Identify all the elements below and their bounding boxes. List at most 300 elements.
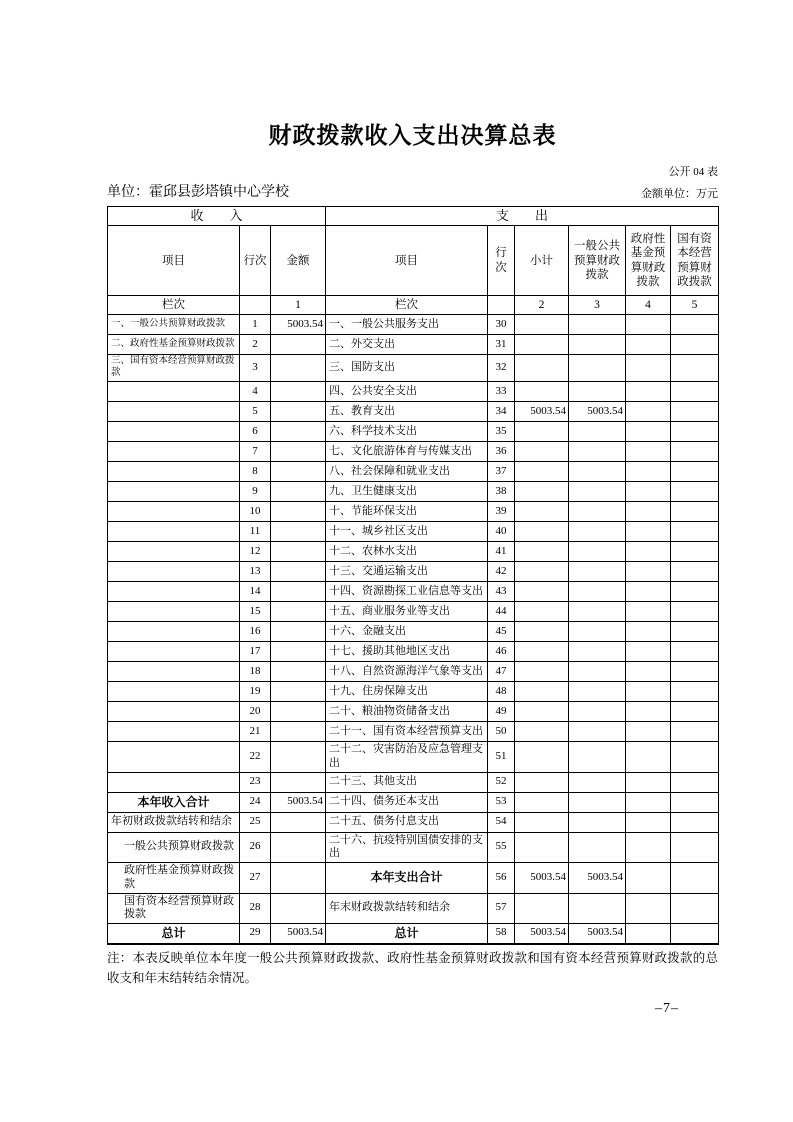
table-row <box>108 442 719 462</box>
income-amount-cell <box>271 812 326 832</box>
state-capital-cell <box>671 812 719 832</box>
general-budget-cell <box>569 602 626 622</box>
expense-line-cell: 55 <box>488 832 515 863</box>
expense-line-cell: 52 <box>488 772 515 792</box>
income-item-cell <box>108 502 240 522</box>
state-capital-cell <box>671 772 719 792</box>
income-amount-cell <box>271 702 326 722</box>
expense-item-cell: 二十五、债务付息支出 <box>326 812 488 832</box>
table-row <box>108 482 719 502</box>
income-line-cell: 13 <box>240 562 271 582</box>
table-row <box>108 462 719 482</box>
expense-line-cell: 51 <box>488 742 515 773</box>
index-expense-line <box>488 296 515 315</box>
state-capital-cell <box>671 422 719 442</box>
gov-fund-cell <box>626 662 671 682</box>
income-item-cell <box>108 602 240 622</box>
col-header-expense-line: 行次 <box>488 226 515 296</box>
income-amount-cell <box>271 863 326 894</box>
expense-item-cell: 五、教育支出 <box>326 402 488 422</box>
expense-item-cell: 十一、城乡社区支出 <box>326 522 488 542</box>
expense-line-cell: 53 <box>488 792 515 812</box>
subtotal-cell <box>515 722 569 742</box>
income-amount-cell <box>271 722 326 742</box>
unit-label: 单位：霍邱县彭塔镇中心学校 <box>107 185 289 200</box>
income-item-cell <box>108 702 240 722</box>
state-capital-cell <box>671 893 719 924</box>
doc-label: 公开 04 表 <box>668 166 718 178</box>
gov-fund-cell <box>626 622 671 642</box>
state-capital-cell <box>671 863 719 894</box>
general-budget-cell <box>569 422 626 442</box>
table-row <box>108 522 719 542</box>
state-capital-cell <box>671 602 719 622</box>
expense-line-cell: 33 <box>488 382 515 402</box>
table-note: 注：本表反映单位本年度一般公共预算财政拨款、政府性基金预算财政拨款和国有资本经营预算财政拨款的总收支和年末结转结余情况。 <box>107 950 718 985</box>
table-row <box>108 682 719 702</box>
gov-fund-cell <box>626 402 671 422</box>
income-amount-cell <box>271 682 326 702</box>
gov-fund-cell <box>626 863 671 894</box>
table-row <box>108 315 719 335</box>
expense-line-cell: 44 <box>488 602 515 622</box>
general-budget-cell <box>569 382 626 402</box>
income-amount-cell: 5003.54 <box>271 792 326 812</box>
subtotal-cell <box>515 422 569 442</box>
expense-line-cell: 45 <box>488 622 515 642</box>
state-capital-cell <box>671 382 719 402</box>
table-row <box>108 562 719 582</box>
gov-fund-cell <box>626 502 671 522</box>
expense-item-cell: 一、一般公共服务支出 <box>326 315 488 335</box>
subtotal-cell <box>515 522 569 542</box>
expense-line-cell: 42 <box>488 562 515 582</box>
state-capital-cell <box>671 792 719 812</box>
subtotal-cell <box>515 482 569 502</box>
income-item-cell <box>108 422 240 442</box>
state-capital-cell <box>671 582 719 602</box>
gov-fund-cell <box>626 422 671 442</box>
subtotal-cell <box>515 772 569 792</box>
col-header-income-item: 项目 <box>108 226 240 296</box>
table-row <box>108 422 719 442</box>
subtotal-cell <box>515 662 569 682</box>
index-income-line <box>240 296 271 315</box>
col-header-expense-item: 项目 <box>326 226 488 296</box>
expense-item-cell: 十七、援助其他地区支出 <box>326 642 488 662</box>
income-amount-cell: 5003.54 <box>271 315 326 335</box>
income-item-cell <box>108 582 240 602</box>
expense-line-cell: 49 <box>488 702 515 722</box>
gov-fund-cell <box>626 482 671 502</box>
state-capital-cell <box>671 522 719 542</box>
income-item-cell: 二、政府性基金预算财政拨款 <box>108 335 240 355</box>
subtotal-cell <box>515 742 569 773</box>
income-amount-cell <box>271 482 326 502</box>
expense-item-cell: 四、公共安全支出 <box>326 382 488 402</box>
state-capital-cell <box>671 442 719 462</box>
table-row <box>108 792 719 812</box>
table-row <box>108 893 719 924</box>
general-budget-cell <box>569 742 626 773</box>
expense-item-cell: 十三、交通运输支出 <box>326 562 488 582</box>
income-amount-cell <box>271 562 326 582</box>
state-capital-cell <box>671 542 719 562</box>
subtotal-cell <box>515 702 569 722</box>
income-line-cell: 21 <box>240 722 271 742</box>
general-budget-cell <box>569 662 626 682</box>
gov-fund-cell <box>626 812 671 832</box>
state-capital-cell <box>671 502 719 522</box>
subtotal-cell <box>515 502 569 522</box>
subtotal-cell: 5003.54 <box>515 402 569 422</box>
general-budget-cell <box>569 355 626 382</box>
expense-line-cell: 39 <box>488 502 515 522</box>
state-capital-cell <box>671 482 719 502</box>
gov-fund-cell <box>626 682 671 702</box>
income-item-cell <box>108 772 240 792</box>
table-row <box>108 335 719 355</box>
income-amount-cell <box>271 402 326 422</box>
table-row <box>108 602 719 622</box>
gov-fund-cell <box>626 772 671 792</box>
state-capital-cell <box>671 622 719 642</box>
column-index-row <box>108 296 719 315</box>
general-budget-cell <box>569 335 626 355</box>
income-amount-cell <box>271 772 326 792</box>
subtotal-cell <box>515 335 569 355</box>
income-line-cell: 27 <box>240 863 271 894</box>
state-capital-cell <box>671 832 719 863</box>
general-budget-cell <box>569 722 626 742</box>
expense-item-cell: 二十二、灾害防治及应急管理支出 <box>326 742 488 773</box>
expense-item-cell: 十六、金融支出 <box>326 622 488 642</box>
subtotal-cell: 5003.54 <box>515 924 569 944</box>
index-expense-label: 栏次 <box>326 296 488 315</box>
subtotal-cell <box>515 682 569 702</box>
expense-item-cell: 二十三、其他支出 <box>326 772 488 792</box>
gov-fund-cell <box>626 315 671 335</box>
income-amount-cell: 5003.54 <box>271 924 326 944</box>
table-row <box>108 502 719 522</box>
income-amount-cell <box>271 582 326 602</box>
state-capital-cell <box>671 462 719 482</box>
expense-line-cell: 46 <box>488 642 515 662</box>
income-line-cell: 4 <box>240 382 271 402</box>
general-budget-cell <box>569 502 626 522</box>
expense-line-cell: 31 <box>488 335 515 355</box>
income-amount-cell <box>271 522 326 542</box>
table-row <box>108 382 719 402</box>
expense-item-cell: 十九、住房保障支出 <box>326 682 488 702</box>
table-row <box>108 702 719 722</box>
income-item-cell: 总计 <box>108 924 240 944</box>
income-item-cell <box>108 402 240 422</box>
state-capital-cell <box>671 742 719 773</box>
page-number: –7– <box>655 1001 679 1016</box>
subtotal-cell <box>515 893 569 924</box>
general-budget-cell <box>569 482 626 502</box>
subtotal-cell <box>515 315 569 335</box>
subtotal-cell <box>515 832 569 863</box>
gov-fund-cell <box>626 602 671 622</box>
table-row <box>108 542 719 562</box>
income-line-cell: 29 <box>240 924 271 944</box>
income-line-cell: 12 <box>240 542 271 562</box>
general-budget-cell <box>569 442 626 462</box>
income-amount-cell <box>271 542 326 562</box>
column-header-row <box>108 226 719 296</box>
subtotal-cell <box>515 642 569 662</box>
col-header-income-line: 行次 <box>240 226 271 296</box>
expense-line-cell: 30 <box>488 315 515 335</box>
income-line-cell: 20 <box>240 702 271 722</box>
income-amount-cell <box>271 382 326 402</box>
general-budget-cell <box>569 702 626 722</box>
expense-item-cell: 二十四、债务还本支出 <box>326 792 488 812</box>
income-line-cell: 7 <box>240 442 271 462</box>
expense-line-cell: 47 <box>488 662 515 682</box>
expense-line-cell: 58 <box>488 924 515 944</box>
income-line-cell: 15 <box>240 602 271 622</box>
table-row <box>108 582 719 602</box>
col-header-income-amount: 金额 <box>271 226 326 296</box>
index-income-label: 栏次 <box>108 296 240 315</box>
gov-fund-cell <box>626 542 671 562</box>
expense-item-cell: 年末财政拨款结转和结余 <box>326 893 488 924</box>
income-item-cell <box>108 522 240 542</box>
income-line-cell: 26 <box>240 832 271 863</box>
income-item-cell <box>108 742 240 773</box>
expense-item-cell: 十、节能环保支出 <box>326 502 488 522</box>
subtotal-cell <box>515 792 569 812</box>
gov-fund-cell <box>626 335 671 355</box>
expense-item-cell: 二十、粮油物资储备支出 <box>326 702 488 722</box>
gov-fund-cell <box>626 562 671 582</box>
table-row <box>108 642 719 662</box>
state-capital-cell <box>671 402 719 422</box>
income-line-cell: 17 <box>240 642 271 662</box>
gov-fund-cell <box>626 832 671 863</box>
income-section-header: 收 入 <box>108 207 326 226</box>
state-capital-cell <box>671 562 719 582</box>
general-budget-cell <box>569 682 626 702</box>
income-line-cell: 8 <box>240 462 271 482</box>
income-line-cell: 10 <box>240 502 271 522</box>
income-item-cell: 三、国有资本经营预算财政拨款 <box>108 355 240 382</box>
income-item-cell <box>108 382 240 402</box>
expense-item-cell: 三、国防支出 <box>326 355 488 382</box>
income-item-cell <box>108 542 240 562</box>
gov-fund-cell <box>626 702 671 722</box>
state-capital-cell <box>671 662 719 682</box>
income-amount-cell <box>271 602 326 622</box>
income-item-cell <box>108 662 240 682</box>
expense-line-cell: 54 <box>488 812 515 832</box>
expense-item-cell: 总计 <box>326 924 488 944</box>
col-header-subtotal: 小计 <box>515 226 569 296</box>
table-row <box>108 622 719 642</box>
subtotal-cell <box>515 542 569 562</box>
income-item-cell: 国有资本经营预算财政拨款 <box>108 893 240 924</box>
table-row <box>108 662 719 682</box>
subtotal-cell <box>515 582 569 602</box>
subtotal-cell <box>515 602 569 622</box>
expense-line-cell: 32 <box>488 355 515 382</box>
expense-item-cell: 十二、农林水支出 <box>326 542 488 562</box>
table-row <box>108 402 719 422</box>
gov-fund-cell <box>626 442 671 462</box>
expense-line-cell: 50 <box>488 722 515 742</box>
state-capital-cell <box>671 355 719 382</box>
income-line-cell: 9 <box>240 482 271 502</box>
general-budget-cell <box>569 542 626 562</box>
gov-fund-cell <box>626 355 671 382</box>
expense-line-cell: 43 <box>488 582 515 602</box>
index-subtotal: 2 <box>515 296 569 315</box>
expense-line-cell: 36 <box>488 442 515 462</box>
income-item-cell <box>108 722 240 742</box>
document-content <box>107 0 718 988</box>
income-item-cell <box>108 482 240 502</box>
income-line-cell: 6 <box>240 422 271 442</box>
state-capital-cell <box>671 702 719 722</box>
expense-line-cell: 48 <box>488 682 515 702</box>
expense-item-cell: 本年支出合计 <box>326 863 488 894</box>
income-amount-cell <box>271 442 326 462</box>
general-budget-cell <box>569 772 626 792</box>
state-capital-cell <box>671 335 719 355</box>
income-amount-cell <box>271 335 326 355</box>
subtotal-cell <box>515 562 569 582</box>
general-budget-cell <box>569 315 626 335</box>
expense-section-header: 支 出 <box>326 207 719 226</box>
expense-item-cell: 七、文化旅游体育与传媒支出 <box>326 442 488 462</box>
income-line-cell: 3 <box>240 355 271 382</box>
income-item-cell <box>108 462 240 482</box>
income-item-cell <box>108 642 240 662</box>
income-item-cell <box>108 682 240 702</box>
income-line-cell: 19 <box>240 682 271 702</box>
subtotal-cell <box>515 812 569 832</box>
meta-row <box>107 181 718 201</box>
index-general-budget: 3 <box>569 296 626 315</box>
income-line-cell: 23 <box>240 772 271 792</box>
gov-fund-cell <box>626 792 671 812</box>
income-amount-cell <box>271 893 326 924</box>
income-item-cell: 政府性基金预算财政拨款 <box>108 863 240 894</box>
income-line-cell: 14 <box>240 582 271 602</box>
subtotal-cell <box>515 462 569 482</box>
subtotal-cell <box>515 442 569 462</box>
income-amount-cell <box>271 502 326 522</box>
gov-fund-cell <box>626 642 671 662</box>
col-header-gov-fund: 政府性基金预算财政拨款 <box>626 226 671 296</box>
income-item-cell <box>108 442 240 462</box>
expense-item-cell: 十八、自然资源海洋气象等支出 <box>326 662 488 682</box>
state-capital-cell <box>671 924 719 944</box>
income-item-cell <box>108 562 240 582</box>
index-state-capital: 5 <box>671 296 719 315</box>
subtotal-cell <box>515 355 569 382</box>
income-line-cell: 2 <box>240 335 271 355</box>
subtotal-cell <box>515 622 569 642</box>
general-budget-cell <box>569 642 626 662</box>
general-budget-cell: 5003.54 <box>569 402 626 422</box>
gov-fund-cell <box>626 522 671 542</box>
state-capital-cell <box>671 315 719 335</box>
income-line-cell: 5 <box>240 402 271 422</box>
income-line-cell: 25 <box>240 812 271 832</box>
table-row <box>108 924 719 944</box>
general-budget-cell: 5003.54 <box>569 863 626 894</box>
expense-item-cell: 二十六、抗疫特别国债安排的支出 <box>326 832 488 863</box>
income-line-cell: 24 <box>240 792 271 812</box>
subtotal-cell: 5003.54 <box>515 863 569 894</box>
expense-line-cell: 37 <box>488 462 515 482</box>
page-title: 财政拨款收入支出决算总表 <box>268 122 557 148</box>
income-amount-cell <box>271 742 326 773</box>
state-capital-cell <box>671 722 719 742</box>
expense-line-cell: 40 <box>488 522 515 542</box>
income-amount-cell <box>271 662 326 682</box>
state-capital-cell <box>671 682 719 702</box>
income-line-cell: 22 <box>240 742 271 773</box>
income-amount-cell <box>271 622 326 642</box>
table-row <box>108 722 719 742</box>
expense-item-cell: 六、科学技术支出 <box>326 422 488 442</box>
income-amount-cell <box>271 422 326 442</box>
expense-line-cell: 56 <box>488 863 515 894</box>
general-budget-cell <box>569 832 626 863</box>
expense-line-cell: 57 <box>488 893 515 924</box>
income-item-cell: 一般公共预算财政拨款 <box>108 832 240 863</box>
income-line-cell: 11 <box>240 522 271 542</box>
section-header-row <box>108 207 719 226</box>
expense-line-cell: 35 <box>488 422 515 442</box>
income-line-cell: 28 <box>240 893 271 924</box>
gov-fund-cell <box>626 924 671 944</box>
general-budget-cell <box>569 622 626 642</box>
expense-item-cell: 十五、商业服务业等支出 <box>326 602 488 622</box>
expense-line-cell: 38 <box>488 482 515 502</box>
income-item-cell: 一、一般公共预算财政拨款 <box>108 315 240 335</box>
income-amount-cell <box>271 355 326 382</box>
general-budget-cell <box>569 462 626 482</box>
col-header-general-budget: 一般公共预算财政拨款 <box>569 226 626 296</box>
income-amount-cell <box>271 642 326 662</box>
table-row <box>108 742 719 773</box>
income-item-cell: 本年收入合计 <box>108 792 240 812</box>
gov-fund-cell <box>626 893 671 924</box>
general-budget-cell <box>569 582 626 602</box>
expense-item-cell: 十四、资源勘探工业信息等支出 <box>326 582 488 602</box>
income-line-cell: 16 <box>240 622 271 642</box>
table-row <box>108 812 719 832</box>
general-budget-cell <box>569 893 626 924</box>
general-budget-cell <box>569 792 626 812</box>
income-amount-cell <box>271 832 326 863</box>
gov-fund-cell <box>626 742 671 773</box>
index-gov-fund: 4 <box>626 296 671 315</box>
expense-item-cell: 八、社会保障和就业支出 <box>326 462 488 482</box>
general-budget-cell <box>569 812 626 832</box>
gov-fund-cell <box>626 462 671 482</box>
col-header-state-capital: 国有资本经营预算财政拨款 <box>671 226 719 296</box>
subtotal-cell <box>515 382 569 402</box>
gov-fund-cell <box>626 582 671 602</box>
state-capital-cell <box>671 642 719 662</box>
